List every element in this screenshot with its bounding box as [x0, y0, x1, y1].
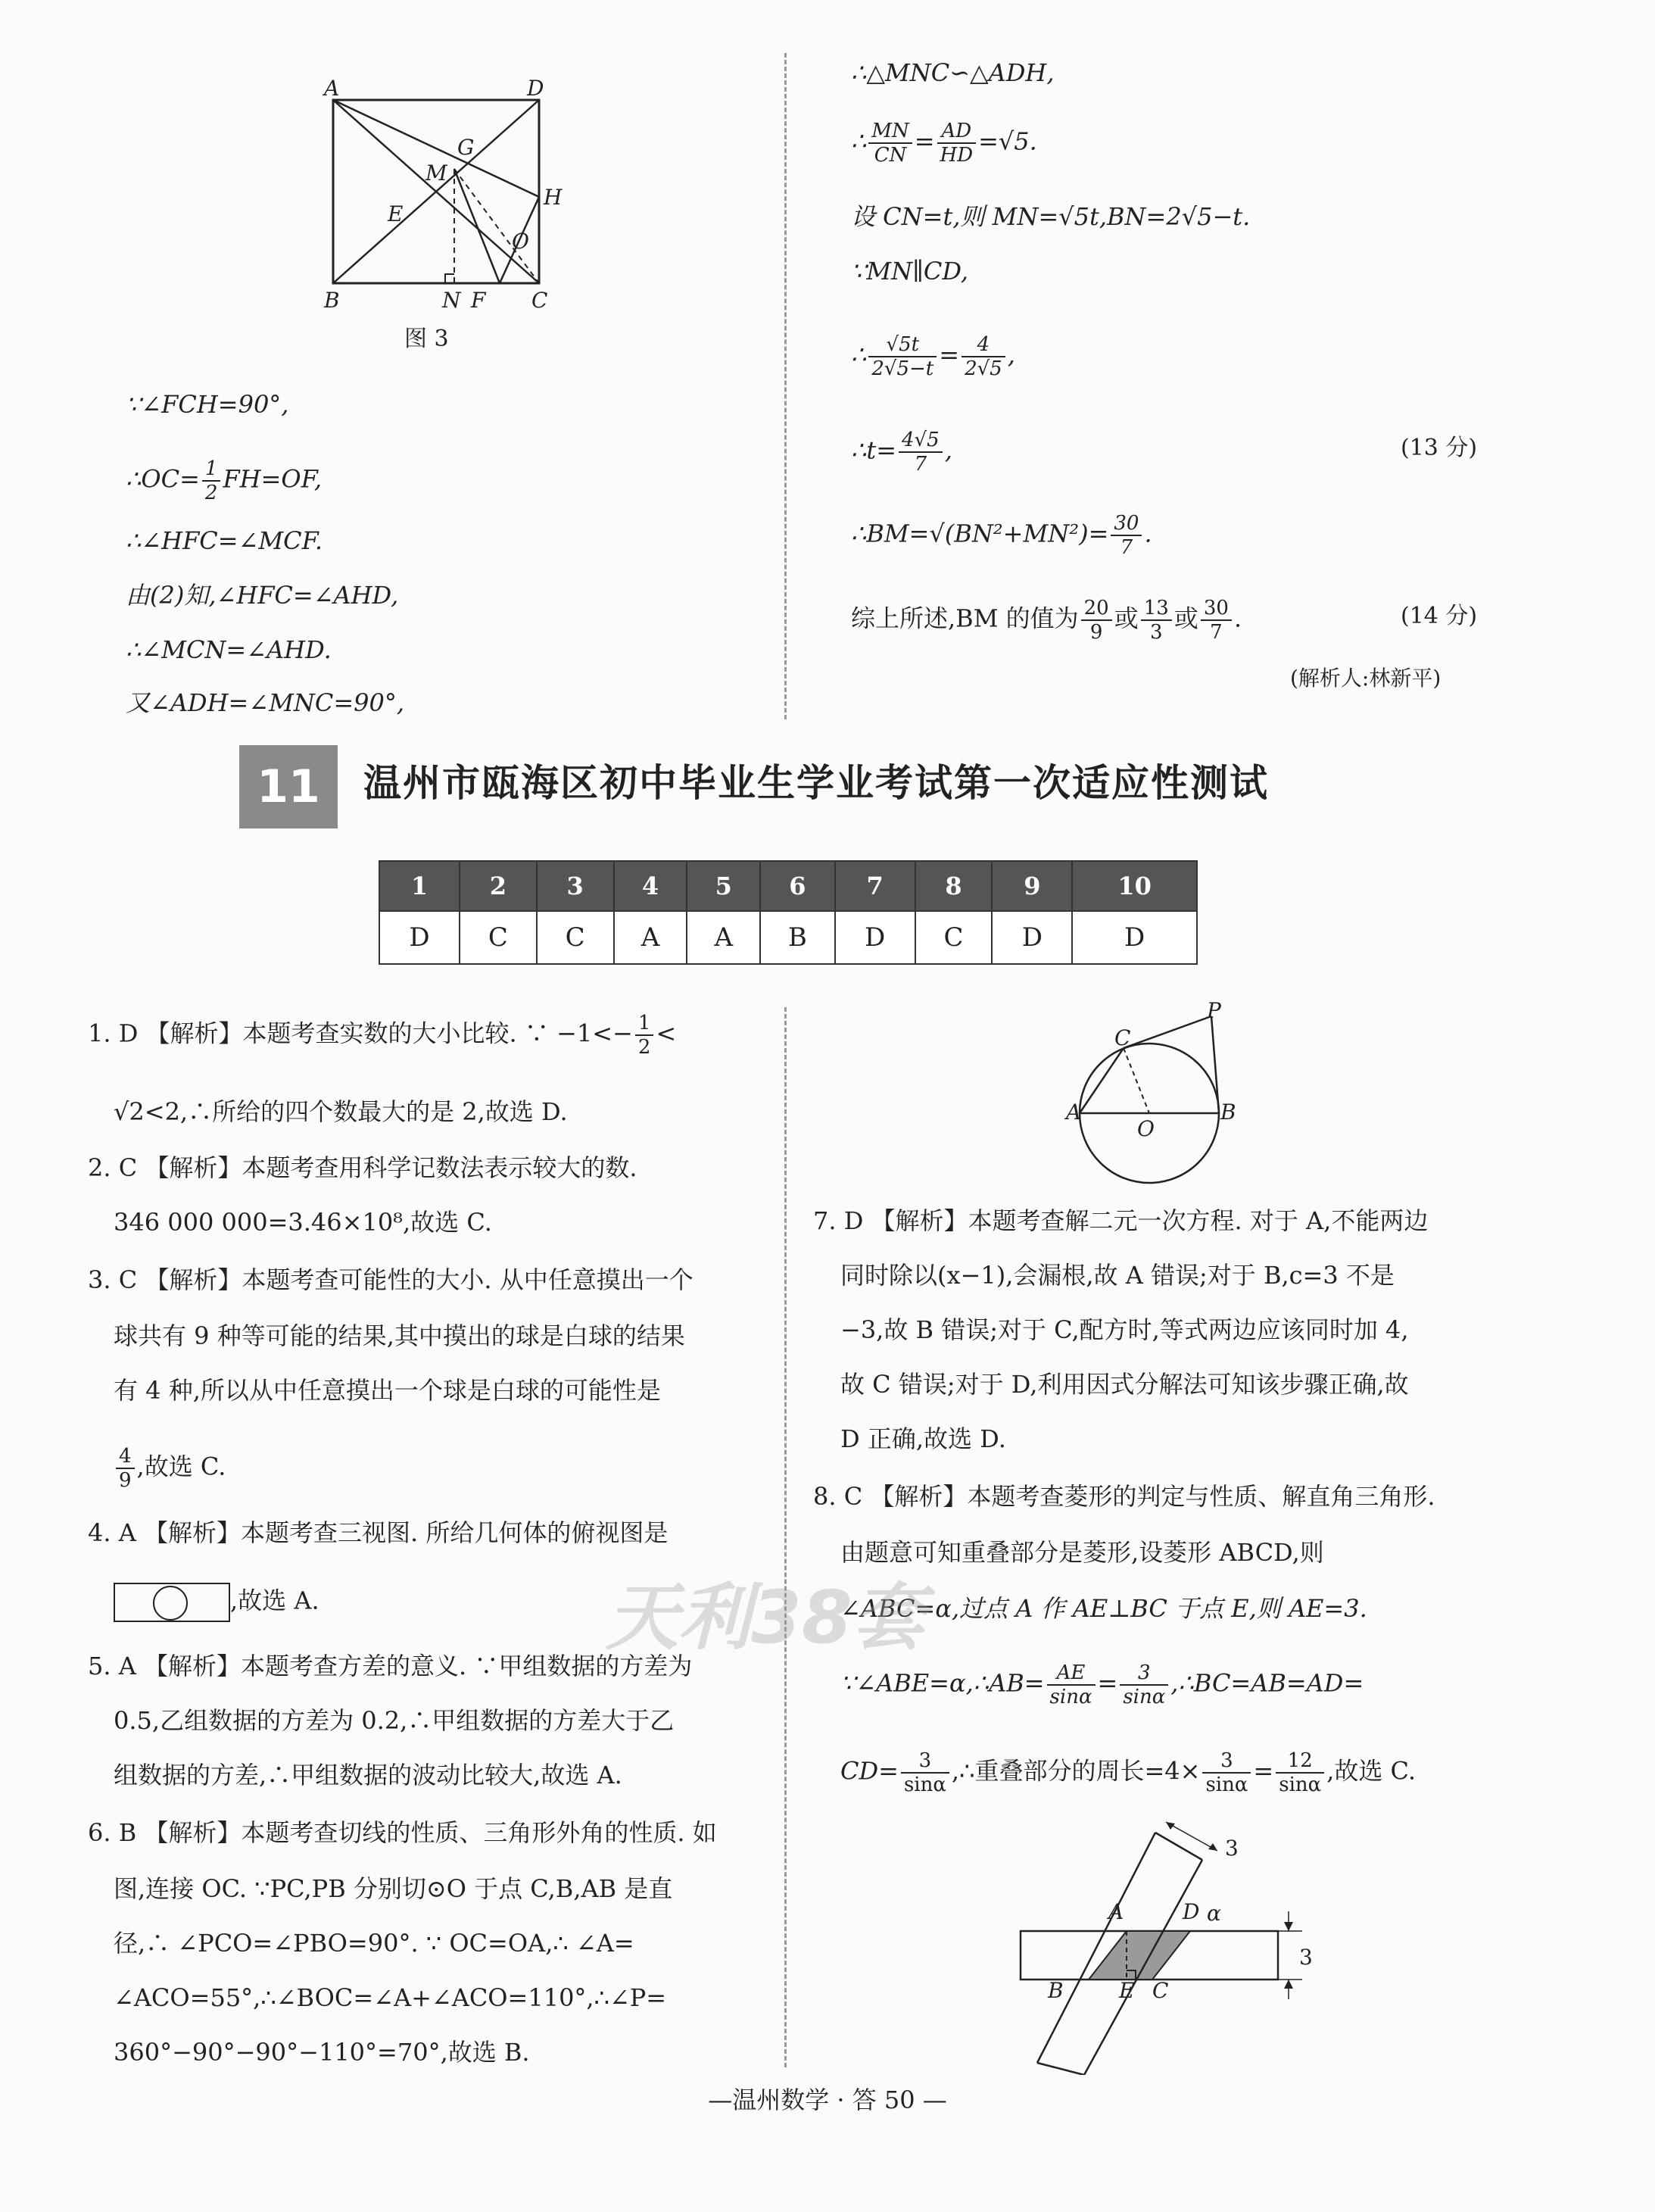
fig3-label-o: O: [512, 229, 529, 254]
tr-l8-or1: 或: [1114, 604, 1139, 633]
frac-num: 4√5: [899, 429, 943, 453]
frac-den: 2√5: [965, 357, 1002, 380]
q8e-mid: ,∴重叠部分的周长=4×: [951, 1756, 1201, 1786]
page-footer: —温州数学 · 答 50 —: [708, 2086, 947, 2114]
answer-cell: C: [537, 911, 614, 964]
frac-3-sin-c: [1202, 1749, 1251, 1796]
tr-line-8: [851, 597, 1242, 644]
q6-line-e: 360°−90°−90°−110°=70°,故选 B.: [114, 2038, 530, 2067]
answer-cell: D: [379, 911, 460, 964]
q5-line-a: 5. A 【解析】本题考查方差的意义. ∵甲组数据的方差为: [88, 1652, 693, 1680]
frac-3-sin: [1120, 1661, 1168, 1708]
answer-cell: C: [915, 911, 993, 964]
answer-header-cell: 8: [915, 861, 993, 911]
q8d-mid: =: [1097, 1668, 1118, 1698]
circle-label-o: O: [1137, 1116, 1155, 1141]
frac-den: CN: [874, 144, 907, 167]
tr-l7-post: .: [1144, 519, 1152, 548]
frac-den: 7: [1210, 621, 1223, 644]
answer-cell: C: [460, 911, 537, 964]
q5-line-b: 0.5,乙组数据的方差为 0.2,∴甲组数据的方差大于乙: [114, 1706, 675, 1735]
frac-num: AD: [937, 120, 977, 144]
q1-line-b: √2<2,∴所给的四个数最大的是 2,故选 D.: [114, 1097, 568, 1126]
frac-den: sinα: [903, 1774, 946, 1796]
tr-l2-pre: ∴: [851, 126, 867, 156]
answer-cell: B: [760, 911, 834, 964]
q7-line-c: −3,故 B 错误;对于 C,配方时,等式两边应该同时加 4,: [840, 1315, 1409, 1344]
q8-line-e: [840, 1749, 1416, 1796]
strip-label-c: C: [1152, 1978, 1169, 2003]
fig3-label-m: M: [425, 161, 447, 186]
q8d-pre: ∵∠ABE=α,∴AB=: [840, 1668, 1045, 1698]
q6-line-a: 6. B 【解析】本题考查切线的性质、三角形外角的性质. 如: [88, 1818, 717, 1847]
frac-num: √5t: [868, 333, 937, 357]
q2-line-a: 2. C 【解析】本题考查用科学记数法表示较大的数.: [88, 1153, 637, 1182]
frac-num: MN: [868, 120, 912, 144]
q2-line-b: 346 000 000=3.46×10⁸,故选 C.: [114, 1208, 492, 1237]
tl-line-2: [126, 457, 322, 504]
tr-line-6: [851, 429, 952, 476]
fig3-label-f: F: [471, 288, 486, 313]
tr-l6-post: ,: [944, 435, 952, 465]
answer-cell: A: [614, 911, 687, 964]
tl-line-4: 由(2)知,∠HFC=∠AHD,: [126, 581, 399, 610]
frac-num: 3: [1202, 1749, 1251, 1774]
q8e-pre: CD=: [840, 1756, 899, 1786]
circle-tangent-figure: [1060, 1000, 1257, 1196]
frac-20-9: [1081, 597, 1112, 644]
answer-table-header: [379, 861, 1197, 911]
q4-line-a: 4. A 【解析】本题考查三视图. 所给几何体的俯视图是: [88, 1518, 669, 1547]
strip-width-right: 3: [1299, 1945, 1313, 1970]
fig3-label-c: C: [531, 288, 548, 313]
frac-num: 3: [901, 1749, 949, 1774]
answer-header-cell: 5: [687, 861, 760, 911]
fraction-half: [202, 457, 221, 504]
tr-l6-pre: ∴t=: [851, 435, 897, 465]
strip-width-top: 3: [1225, 1836, 1239, 1861]
q7-line-e: D 正确,故选 D.: [840, 1424, 1006, 1453]
top-view-icon: [114, 1583, 230, 1622]
answer-header-cell: 1: [379, 861, 460, 911]
frac-num: 30: [1111, 512, 1142, 536]
tr-l5-post: ,: [1007, 340, 1015, 370]
frac-num: 1: [635, 1012, 654, 1036]
frac-13-3: [1141, 597, 1172, 644]
tr-line-2: ∴ $\frac{MN}{CN}$ = $\frac{AD}{HD}$ =√5.: [851, 120, 1037, 167]
answer-header-cell: 4: [614, 861, 687, 911]
strip-label-a: A: [1108, 1899, 1124, 1924]
frac-q3: [116, 1445, 135, 1492]
frac-ad-hd: [937, 120, 977, 167]
tr-l8-post: .: [1233, 604, 1242, 633]
frac-den: 2: [204, 482, 218, 504]
tr-line-5: ∴ $\frac{√5t}{2√5-t}$ = $\frac{4}{2√5}$ ,: [851, 333, 1015, 380]
frac-30-7: [1201, 597, 1232, 644]
tl-line-2b: FH=OF,: [223, 464, 322, 494]
q3-line-a: 3. C 【解析】本题考查可能性的大小. 从中任意摸出一个: [88, 1265, 693, 1294]
q8-line-b: 由题意可知重叠部分是菱形,设菱形 ABCD,则: [840, 1538, 1324, 1567]
section-title: 温州市瓯海区初中毕业生学业考试第一次适应性测试: [363, 761, 1269, 805]
answer-header-cell: 3: [537, 861, 614, 911]
frac-den: 2: [637, 1036, 651, 1059]
tr-line-4: ∵MN∥CD,: [851, 257, 969, 285]
q8e-post: ,故选 C.: [1326, 1756, 1417, 1786]
frac-num: 1: [202, 457, 221, 482]
tr-l8-pre: 综上所述,BM 的值为: [851, 604, 1079, 633]
frac-num: 30: [1201, 597, 1232, 621]
q6-line-b: 图,连接 OC. ∵PC,PB 分别切⊙O 于点 C,B,AB 是直: [114, 1874, 673, 1903]
q8e-eq: =: [1253, 1756, 1274, 1786]
circle-label-a: A: [1066, 1100, 1082, 1125]
answer-cell: D: [1072, 911, 1197, 964]
answer-cell: A: [687, 911, 760, 964]
q6-line-d: ∠ACO=55°,∴∠BOC=∠A+∠ACO=110°,∴∠P=: [114, 1983, 667, 2012]
q3-line-c: 有 4 种,所以从中任意摸出一个球是白球的可能性是: [114, 1376, 661, 1405]
q1-line-a: [88, 1012, 676, 1059]
frac-den: sinα: [1279, 1774, 1322, 1796]
frac-den: sinα: [1049, 1686, 1092, 1708]
frac-den: 2√5−t: [871, 357, 934, 380]
q3-line-d: [114, 1445, 226, 1492]
frac-den: 3: [1150, 621, 1163, 644]
tr-l8-or2: 或: [1173, 604, 1198, 633]
frac-sqrt5t: [868, 333, 937, 380]
frac-num: 20: [1081, 597, 1112, 621]
column-divider-bottom: [784, 1007, 787, 2067]
q8-line-a: 8. C 【解析】本题考查菱形的判定与性质、解直角三角形.: [813, 1482, 1435, 1511]
frac-bm: [1111, 512, 1142, 559]
answer-cell: D: [992, 911, 1072, 964]
answer-cell: D: [835, 911, 915, 964]
fig3-label-g: G: [457, 135, 475, 160]
answer-header-cell: 2: [460, 861, 537, 911]
q7-line-d: 故 C 错误;对于 D,利用因式分解法可知该步骤正确,故: [840, 1370, 1409, 1399]
strip-label-d: D: [1183, 1899, 1200, 1924]
tl-line-1: ∵∠FCH=90°,: [126, 390, 289, 419]
fig3-label-b: B: [324, 288, 340, 313]
answer-table-row: [379, 911, 1197, 964]
q3-line-b: 球共有 9 种等可能的结果,其中摸出的球是白球的结果: [114, 1321, 685, 1350]
tr-line-3: 设 CN=t,则 MN=√5t,BN=2√5−t.: [851, 202, 1251, 231]
overlapping-strips-figure: [1007, 1817, 1325, 2075]
tr-l2-post: =√5.: [978, 126, 1037, 156]
tr-l5-pre: ∴: [851, 340, 867, 370]
frac-den: HD: [940, 144, 974, 167]
frac-num: 12: [1276, 1749, 1324, 1774]
q8d-post: ,∴BC=AB=AD=: [1170, 1668, 1364, 1698]
fig3-label-h: H: [544, 185, 563, 210]
q6-line-c: 径,∴ ∠PCO=∠PBO=90°. ∵ OC=OA,∴ ∠A=: [114, 1929, 634, 1958]
q5-line-c: 组数据的方差,∴甲组数据的波动比较大,故选 A.: [114, 1761, 622, 1789]
answer-header-cell: 9: [992, 861, 1072, 911]
fig3-label-a: A: [324, 76, 340, 101]
frac-num: 4: [962, 333, 1005, 357]
tr-l7-pre: ∴BM=√(BN²+MN²)=: [851, 519, 1109, 548]
answer-header-cell: 7: [835, 861, 915, 911]
answer-header-cell: 10: [1072, 861, 1197, 911]
strip-label-e: E: [1119, 1978, 1135, 2003]
tr-line-7: [851, 512, 1152, 559]
frac-q1: [635, 1012, 654, 1059]
fig3-label-d: D: [527, 76, 544, 101]
q8-line-d: [840, 1661, 1364, 1708]
frac-den: 9: [119, 1469, 132, 1492]
q1-text-b: <: [656, 1019, 677, 1048]
frac-den: sinα: [1205, 1774, 1248, 1796]
frac-den: 9: [1089, 621, 1103, 644]
q4-line-b: [114, 1583, 319, 1622]
tl-line-2a: ∴OC=: [126, 464, 200, 494]
frac-den: 7: [914, 453, 927, 476]
frac-4-2sqrt5: [962, 333, 1005, 380]
fig3-label-e: E: [388, 201, 404, 226]
q4-text-b: ,故选 A.: [230, 1586, 319, 1615]
score-13: (13 分): [1401, 435, 1478, 461]
frac-num: AE: [1047, 1661, 1096, 1686]
circle-label-p: P: [1207, 998, 1221, 1023]
q1-text-a: 1. D 【解析】本题考查实数的大小比较. ∵ −1<−: [88, 1019, 633, 1048]
tl-line-5: ∴∠MCN=∠AHD.: [126, 635, 332, 664]
analyst-credit: (解析人:林新平): [1290, 666, 1442, 691]
frac-num: 4: [116, 1445, 135, 1469]
frac-t: [899, 429, 943, 476]
q7-line-b: 同时除以(x−1),会漏根,故 A 错误;对于 B,c=3 不是: [840, 1261, 1395, 1290]
frac-num: 3: [1120, 1661, 1168, 1686]
frac-12-sin: [1276, 1749, 1324, 1796]
frac-num: 13: [1141, 597, 1172, 621]
strip-label-b: B: [1048, 1978, 1064, 2003]
answer-table: [379, 860, 1198, 965]
frac-ae-sin: [1047, 1661, 1096, 1708]
circle-label-b: B: [1220, 1100, 1236, 1125]
tr-line-1: ∴△MNC∽△ADH,: [851, 58, 1055, 87]
tl-line-6: 又∠ADH=∠MNC=90°,: [126, 688, 405, 717]
q8-line-c: ∠ABC=α,过点 A 作 AE⊥BC 于点 E,则 AE=3.: [840, 1594, 1367, 1623]
strip-label-alpha: α: [1207, 1901, 1221, 1926]
frac-3-sin-b: [901, 1749, 949, 1796]
frac-den: 7: [1120, 536, 1133, 559]
tl-line-3: ∴∠HFC=∠MCF.: [126, 526, 323, 555]
score-14: (14 分): [1401, 603, 1478, 629]
frac-den: sinα: [1123, 1686, 1166, 1708]
q3-text-d: ,故选 C.: [136, 1452, 226, 1481]
watermark-logo: 天利38套: [606, 1575, 925, 1660]
answer-header-cell: 6: [760, 861, 834, 911]
column-divider-top: [784, 53, 787, 719]
q7-line-a: 7. D 【解析】本题考查解二元一次方程. 对于 A,不能两边: [813, 1206, 1429, 1235]
fig3-label-n: N: [442, 288, 461, 313]
figure-3-caption: 图 3: [404, 326, 449, 352]
section-number: 11: [239, 745, 338, 828]
circle-label-c: C: [1114, 1025, 1131, 1050]
frac-mn-cn: [868, 120, 912, 167]
